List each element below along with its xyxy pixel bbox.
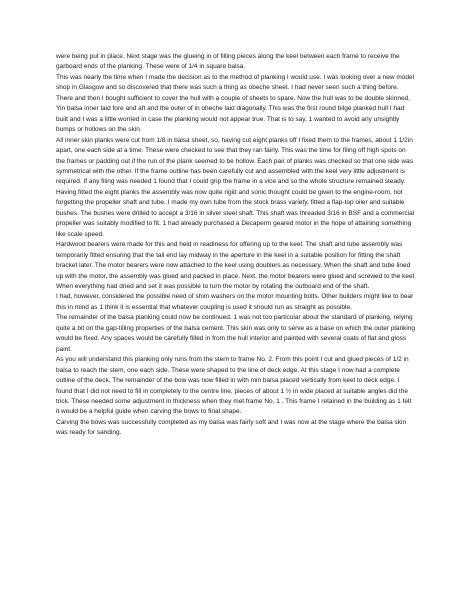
paragraph-4: Having fitted the eight planks the assembly was now quite rigid and sonic thought could be given to the engine-room, not forgetting the propeller shaft and tube. I made my own tube from the stock brass variety, fitted a flap-top oiler and suitable bushes. The bushes were drilled to accept a 3/16 in silver steel shaft. This shaft was threaded 3/16 in BSF and a commercial propeller was suitably modified to fit. 1 had already purchased a Decaperm geared motor in the hope of attaining something like scale speed.	[56, 188, 415, 238]
paragraph-7: The remainder of the balsa planking could now be continued. 1 was not too particular about the standard of planking, relying quite a bit on the gap-tilling properties of the balsa cement. This skin was only to serve as a base on which the outer planking would be fixed. Any spaces would be carefully filled in from the hull interior and painted with several coats of flat and gloss paint.	[56, 314, 416, 353]
paragraph-9: Carving the bows was successfully completed as my balsa was fairly soft and I was now at the stage where the balsa skin was ready for sanding.	[56, 418, 407, 437]
body-text	[56, 52, 416, 439]
paragraph-2: This was nearly the time when I made the decision as to the method of planking I would use. I was looking over a new model shop in Glasgow and so discovered that there was such a thing as obeche sheet. I had never seen such a thing before. There and then I bought sufficient to cover the hull with a couple of sheets to spare. Now the hull was to be double skinned, Yin balsa inner laid fore and aft and the outer of in oheche laid diagonally. This was the first round bilge planked hull I had built and I was a little worried in case the planking would not appear true. That is to say, 1 wanted to avoid any unsightly bumps or hollows on the skin.	[56, 73, 415, 134]
paragraph-8: As you will understand this planking only runs from the stern to frame No. 2. From this point I cut and glued pieces of 1/2 in balsa to reach the stem, one each side. These were shaped to the line of deck edge. At this stage I now had a complete outline of the deck. The remainder of the bow was now filled in with min balsa placed vertically from keel to deck edge. I found that I did not need to fill in completely to the centre line, pieces of about 1 ½ in wide placed at suitable angles did the trick. These needed some adjustment in thickness when they met frame No. 1 . This frame I retained in the building as 1 felt it would be a helpful guide when carving the bows to final shape.	[56, 356, 412, 416]
paragraph-5: Hardwood bearers were made for this and held in readiness for offering up to the keel. The shaft and tube assembly was temporarily fitted ensuring that the tail end lay midway in the aperture in the keel in a suitable position for fitting the shaft bracket later. The motor bearers were now attached to the keel using doublers as necessary. When the shaft and tube lined up with the motor, the assembly was glued and packed in place. Next. the motor bearers were glued and screwed to the keel. When everything had dried and set it was possible to turn the motor by rotating the outboard end of the shaft.	[56, 241, 416, 290]
paragraph-6: I had, however, considered the possible need of shim washers on the motor mounting bolts. Other builders might like to bear this in mind as 1 think it is essential that whatever coupling is used it should run as straight as possible.	[56, 293, 414, 311]
paragraph-1: were being put in place. Next stage was the glueing in of filling pieces along the keel between each frame to receive the garboard ends of the planking. These were of 1/4 in square balsa.	[56, 53, 400, 71]
paragraph-3: All inner skin planks were cut from 1/8 in balsa sheet, so, having cut eight planks off I fixed them to the frames, about 1 1/2in apart, one each side at a time. These were checked to see that they ran fairly. This was the time for filing off high spots on the frames or padding out if the run of the plank seemed to be hollow. Each pair of planks was checked so that one side was symmetrical with the other. If the frame outline has been carefully cut and assembled with the keel very little adjustment is required. If any filing was needed 1 found that I could grip the frame in a vice and so the whole structure remained steady.	[56, 136, 413, 186]
